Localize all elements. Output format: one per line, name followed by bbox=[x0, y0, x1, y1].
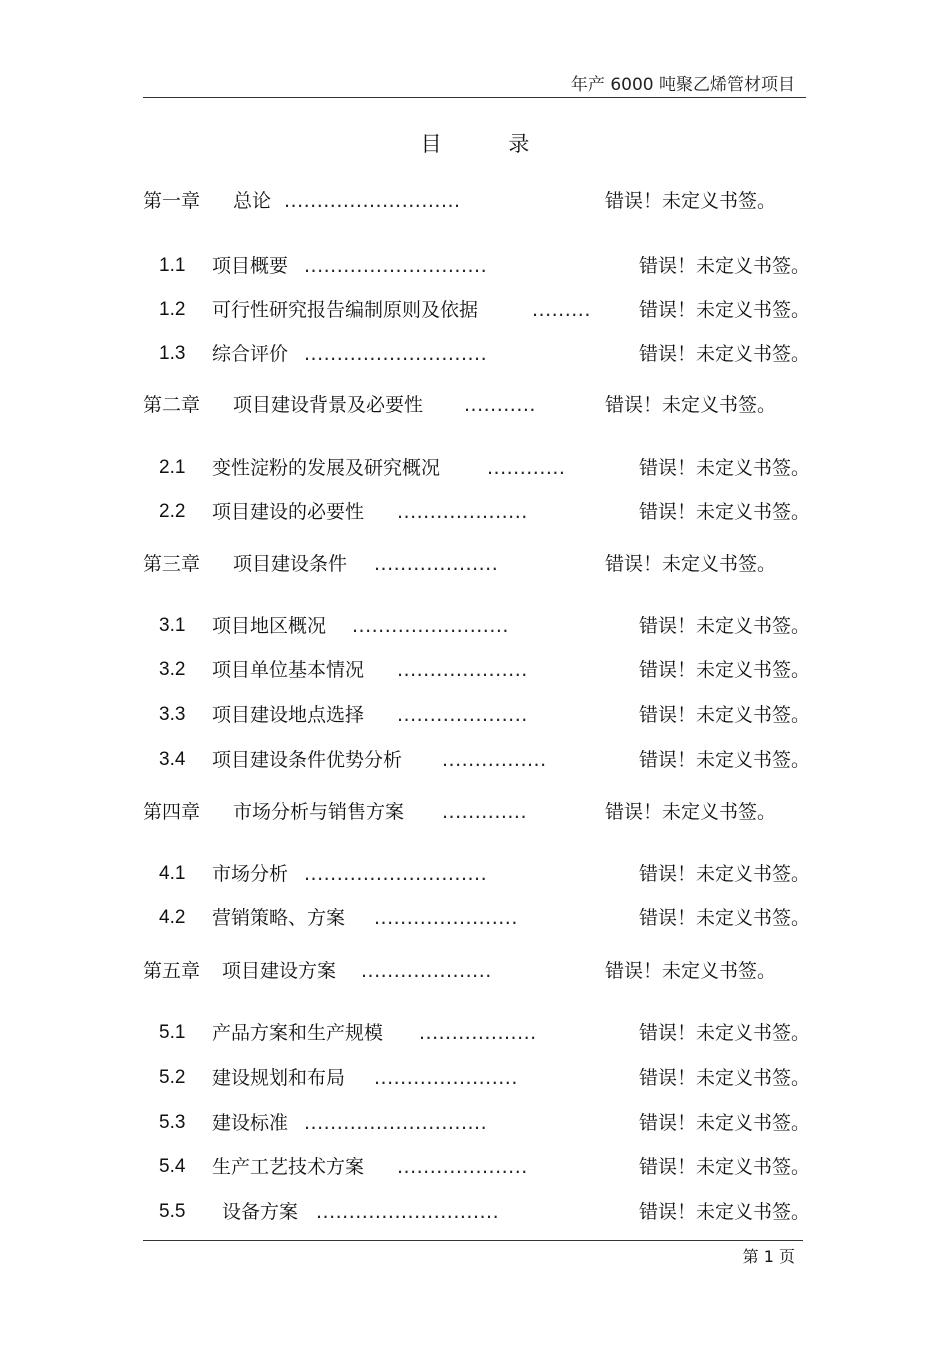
toc-dot-leader: ......... bbox=[532, 299, 591, 321]
toc-section-entry[interactable] bbox=[0, 611, 950, 641]
toc-entry-title: 产品方案和生产规模 bbox=[212, 1022, 384, 1044]
toc-entry-number: 1.3 bbox=[159, 343, 186, 364]
toc-entry-title: 项目建设的必要性 bbox=[212, 501, 365, 523]
toc-entry-number: 第一章 bbox=[143, 190, 201, 212]
toc-entry-title: 设备方案 bbox=[222, 1201, 299, 1223]
toc-chapter-entry[interactable] bbox=[0, 549, 950, 579]
running-header: 年产 6000 吨聚乙烯管材项目 bbox=[570, 75, 795, 95]
toc-page-reference: 错误！未定义书签。 bbox=[639, 1022, 811, 1044]
toc-page-reference: 错误！未定义书签。 bbox=[639, 749, 811, 771]
toc-entry-title: 项目地区概况 bbox=[212, 615, 327, 637]
toc-chapter-entry[interactable] bbox=[0, 186, 950, 216]
toc-page-reference: 错误！未定义书签。 bbox=[639, 501, 811, 523]
footer-divider bbox=[143, 1240, 803, 1241]
toc-entry-number: 5.3 bbox=[159, 1112, 186, 1133]
toc-dot-leader: ................ bbox=[442, 749, 547, 771]
toc-dot-leader: ............. bbox=[442, 801, 528, 823]
toc-page-reference: 错误！未定义书签。 bbox=[639, 704, 811, 726]
toc-page-reference: 错误！未定义书签。 bbox=[639, 615, 811, 637]
toc-section-entry[interactable] bbox=[0, 497, 950, 527]
toc-section-entry[interactable] bbox=[0, 1108, 950, 1138]
toc-entry-number: 3.3 bbox=[159, 704, 186, 725]
toc-page-reference: 错误！未定义书签。 bbox=[639, 1067, 811, 1089]
toc-section-entry[interactable] bbox=[0, 903, 950, 933]
toc-entry-number: 5.5 bbox=[159, 1201, 186, 1222]
toc-page-reference: 错误！未定义书签。 bbox=[639, 863, 811, 885]
toc-entry-title: 市场分析与销售方案 bbox=[233, 801, 405, 823]
toc-entry-number: 4.2 bbox=[159, 907, 186, 928]
toc-entry-number: 第二章 bbox=[143, 394, 201, 416]
toc-chapter-entry[interactable] bbox=[0, 390, 950, 420]
toc-dot-leader: ............................ bbox=[304, 863, 488, 885]
toc-section-entry[interactable] bbox=[0, 251, 950, 281]
toc-page-reference: 错误！未定义书签。 bbox=[605, 394, 777, 416]
toc-page-reference: 错误！未定义书签。 bbox=[605, 190, 777, 212]
toc-entry-number: 4.1 bbox=[159, 863, 186, 884]
toc-entry-title: 营销策略、方案 bbox=[212, 907, 346, 929]
page-number: 第 1 页 bbox=[742, 1247, 795, 1266]
toc-page-reference: 错误！未定义书签。 bbox=[605, 553, 777, 575]
toc-page-reference: 错误！未定义书签。 bbox=[639, 1201, 811, 1223]
toc-entry-title: 项目单位基本情况 bbox=[212, 659, 365, 681]
toc-entry-title: 生产工艺技术方案 bbox=[212, 1156, 365, 1178]
toc-section-entry[interactable] bbox=[0, 1152, 950, 1182]
toc-chapter-entry[interactable] bbox=[0, 797, 950, 827]
toc-entry-number: 3.1 bbox=[159, 615, 186, 636]
toc-dot-leader: ........... bbox=[464, 394, 536, 416]
toc-dot-leader: ................... bbox=[374, 553, 499, 575]
toc-entry-title: 市场分析 bbox=[212, 863, 289, 885]
toc-dot-leader: .................... bbox=[397, 501, 528, 523]
toc-page-reference: 错误！未定义书签。 bbox=[639, 299, 811, 321]
toc-entry-title: 变性淀粉的发展及研究概况 bbox=[212, 457, 441, 479]
toc-dot-leader: ........................ bbox=[352, 615, 509, 637]
toc-entry-number: 第四章 bbox=[143, 801, 201, 823]
toc-dot-leader: ...................... bbox=[374, 907, 518, 929]
toc-section-entry[interactable] bbox=[0, 339, 950, 369]
toc-entry-number: 3.2 bbox=[159, 659, 186, 680]
toc-entry-title: 综合评价 bbox=[212, 343, 289, 365]
toc-dot-leader: ............................ bbox=[304, 255, 488, 277]
toc-entry-number: 5.4 bbox=[159, 1156, 186, 1177]
toc-entry-title: 项目建设方案 bbox=[222, 960, 337, 982]
toc-page-reference: 错误！未定义书签。 bbox=[639, 659, 811, 681]
header-divider bbox=[143, 97, 806, 98]
toc-entry-number: 5.1 bbox=[159, 1022, 186, 1043]
toc-section-entry[interactable] bbox=[0, 1018, 950, 1048]
toc-entry-number: 5.2 bbox=[159, 1067, 186, 1088]
toc-entry-number: 第三章 bbox=[143, 553, 201, 575]
toc-entry-title: 总论 bbox=[233, 190, 272, 212]
toc-entry-title: 项目建设条件 bbox=[233, 553, 348, 575]
toc-page-reference: 错误！未定义书签。 bbox=[639, 907, 811, 929]
toc-page-reference: 错误！未定义书签。 bbox=[639, 255, 811, 277]
toc-dot-leader: ...................... bbox=[374, 1067, 518, 1089]
toc-page-reference: 错误！未定义书签。 bbox=[605, 801, 777, 823]
toc-section-entry[interactable] bbox=[0, 453, 950, 483]
toc-entry-number: 2.1 bbox=[159, 457, 186, 478]
toc-entry-number: 第五章 bbox=[143, 960, 201, 982]
toc-dot-leader: .................... bbox=[397, 659, 528, 681]
toc-entry-title: 可行性研究报告编制原则及依据 bbox=[212, 299, 479, 321]
toc-section-entry[interactable] bbox=[0, 1063, 950, 1093]
toc-dot-leader: ............................ bbox=[316, 1201, 500, 1223]
toc-section-entry[interactable] bbox=[0, 295, 950, 325]
toc-section-entry[interactable] bbox=[0, 859, 950, 889]
toc-dot-leader: ............................ bbox=[304, 343, 488, 365]
toc-chapter-entry[interactable] bbox=[0, 956, 950, 986]
toc-dot-leader: .................... bbox=[361, 960, 492, 982]
toc-dot-leader: .................. bbox=[419, 1022, 537, 1044]
toc-entry-title: 建设标准 bbox=[212, 1112, 289, 1134]
toc-page-reference: 错误！未定义书签。 bbox=[639, 457, 811, 479]
toc-entry-title: 项目建设条件优势分析 bbox=[212, 749, 403, 771]
toc-page-reference: 错误！未定义书签。 bbox=[639, 1156, 811, 1178]
toc-section-entry[interactable] bbox=[0, 1197, 950, 1227]
toc-entry-title: 项目概要 bbox=[212, 255, 289, 277]
toc-page-reference: 错误！未定义书签。 bbox=[605, 960, 777, 982]
toc-section-entry[interactable] bbox=[0, 745, 950, 775]
toc-page-reference: 错误！未定义书签。 bbox=[639, 1112, 811, 1134]
toc-dot-leader: ............................ bbox=[304, 1112, 488, 1134]
toc-page-reference: 错误！未定义书签。 bbox=[639, 343, 811, 365]
toc-dot-leader: ............ bbox=[487, 457, 566, 479]
toc-entry-title: 项目建设地点选择 bbox=[212, 704, 365, 726]
toc-entry-title: 项目建设背景及必要性 bbox=[233, 394, 424, 416]
toc-title: 目 录 bbox=[420, 132, 530, 156]
toc-dot-leader: .................... bbox=[397, 704, 528, 726]
toc-section-entry[interactable] bbox=[0, 700, 950, 730]
toc-dot-leader: ........................... bbox=[284, 190, 461, 212]
toc-entry-number: 1.1 bbox=[159, 255, 186, 276]
toc-entry-number: 1.2 bbox=[159, 299, 186, 320]
toc-entry-title: 建设规划和布局 bbox=[212, 1067, 346, 1089]
toc-dot-leader: .................... bbox=[397, 1156, 528, 1178]
toc-entry-number: 3.4 bbox=[159, 749, 186, 770]
toc-entry-number: 2.2 bbox=[159, 501, 186, 522]
toc-section-entry[interactable] bbox=[0, 655, 950, 685]
